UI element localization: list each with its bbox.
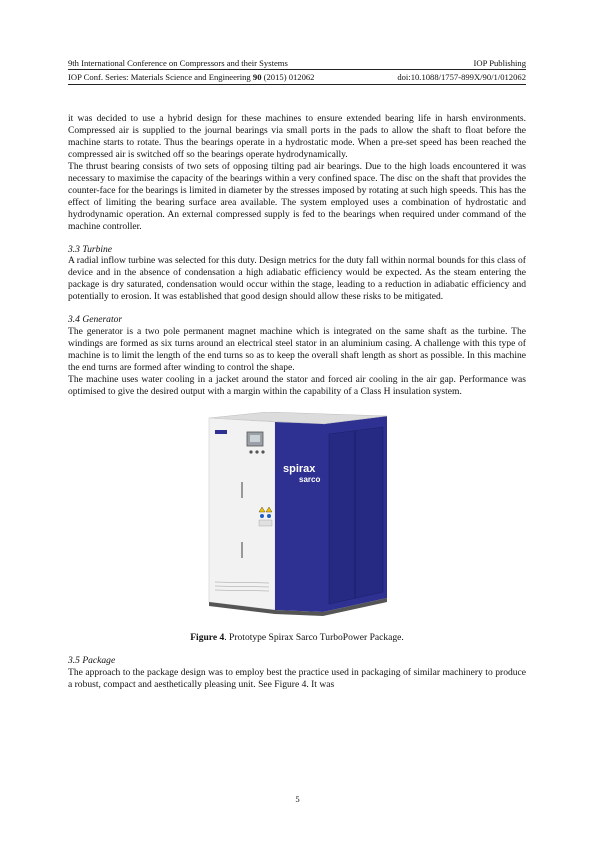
brand-text-primary: spirax — [282, 462, 315, 475]
cabinet-front-blue — [275, 422, 323, 612]
page-number: 5 — [295, 794, 300, 804]
paragraph-generator-2: The machine uses water cooling in a jacket around the stator and forced air cooling in the air gap. Performance was optimised to give the desired output with a margin within the capability of a Class H insulation system. — [68, 374, 526, 398]
running-header-top — [68, 58, 526, 68]
figure-caption — [68, 632, 526, 644]
logo-small-icon — [215, 430, 227, 434]
header-rule-1 — [68, 69, 526, 70]
figure-label: Figure 4 — [190, 631, 225, 643]
knob-icon — [249, 450, 252, 453]
paragraph-package: The approach to the package design was to employ best the practice used in packaging of similar machinery to produce a robust, compact and aesthetically pleasing unit. See Figure 4. It was — [68, 666, 526, 690]
body-text — [68, 113, 526, 691]
paragraph-turbine: A radial inflow turbine was selected for this duty. Design metrics for the duty fall within normal bounds for this class of device and in the absence of condensation a high adiabatic efficiency would be expected. As the steam entering the package is dry saturated, condensation would occur within the stage, leading to a reduction in adiabatic efficiency and potentially to erosion. It was established that good design should allow these risks to be mitigated. — [68, 255, 526, 303]
section-heading-generator: 3.4 Generator — [68, 314, 123, 326]
section-heading-package: 3.5 Package — [68, 654, 116, 666]
brand-text-secondary: sarco — [298, 474, 320, 484]
door-handle-icon — [241, 482, 243, 498]
volume-number: 90 — [252, 72, 262, 82]
cabinet-front-white — [209, 418, 275, 610]
package-illustration — [205, 412, 390, 618]
figure-turbopower-package — [205, 412, 390, 618]
conference-name: 9th International Conference on Compressors and their Systems — [68, 58, 288, 68]
doi: doi:10.1088/1757-899X/90/1/012062 — [397, 72, 526, 82]
year-article: (2015) 012062 — [263, 72, 315, 82]
running-header-bottom — [68, 72, 526, 82]
publisher-name: IOP Publishing — [473, 58, 526, 68]
paragraph-thrust-bearing: The thrust bearing consists of two sets of opposing tilting pad air bearings. Due to the high loads encountered it was necessary to maximise the capacity of the bearings within a very confined space. The disc on the shaft that provides the counter-face for the bearings is limited in diameter by the stresses imposed by rotating at such high speeds. This has the effect of limiting the bearing surface area available. The system employed uses a combination of hydrostatic and hydrodynamic operation. An external compressed supply is fed to the bearings when required under command of the machine controller. — [68, 160, 526, 232]
series-name: IOP Conf. Series: Materials Science and Engineering — [68, 72, 251, 82]
paragraph-bearing-hybrid: it was decided to use a hybrid design for these machines to ensure extended bearing life in harsh environments. Compressed air is supplied to the journal bearings via small ports in the pads to allow the shaft to float before the machine starts to rotate. Thus the bearings operate in a hydrostatic mode. When a pre-set speed has been reached the compressed air is switched off so the bearings operate hydrodynamically. — [68, 113, 526, 160]
series-citation — [68, 72, 314, 82]
header-rule-2 — [68, 84, 526, 85]
paragraph-generator-1: The generator is a two pole permanent magnet machine which is integrated on the same shaft as the turbine. The windings are formed as six turns around an electrical steel stator in an aluminium casing. A challenge with this type of machine is to limit the length of the end turns so as to keep the overall shaft length as short as possible. In this machine the end turns are formed after winding to control the shape. — [68, 326, 526, 374]
figure-caption-text: . Prototype Spirax Sarco TurboPower Package. — [224, 631, 404, 643]
section-heading-turbine: 3.3 Turbine — [68, 243, 113, 255]
